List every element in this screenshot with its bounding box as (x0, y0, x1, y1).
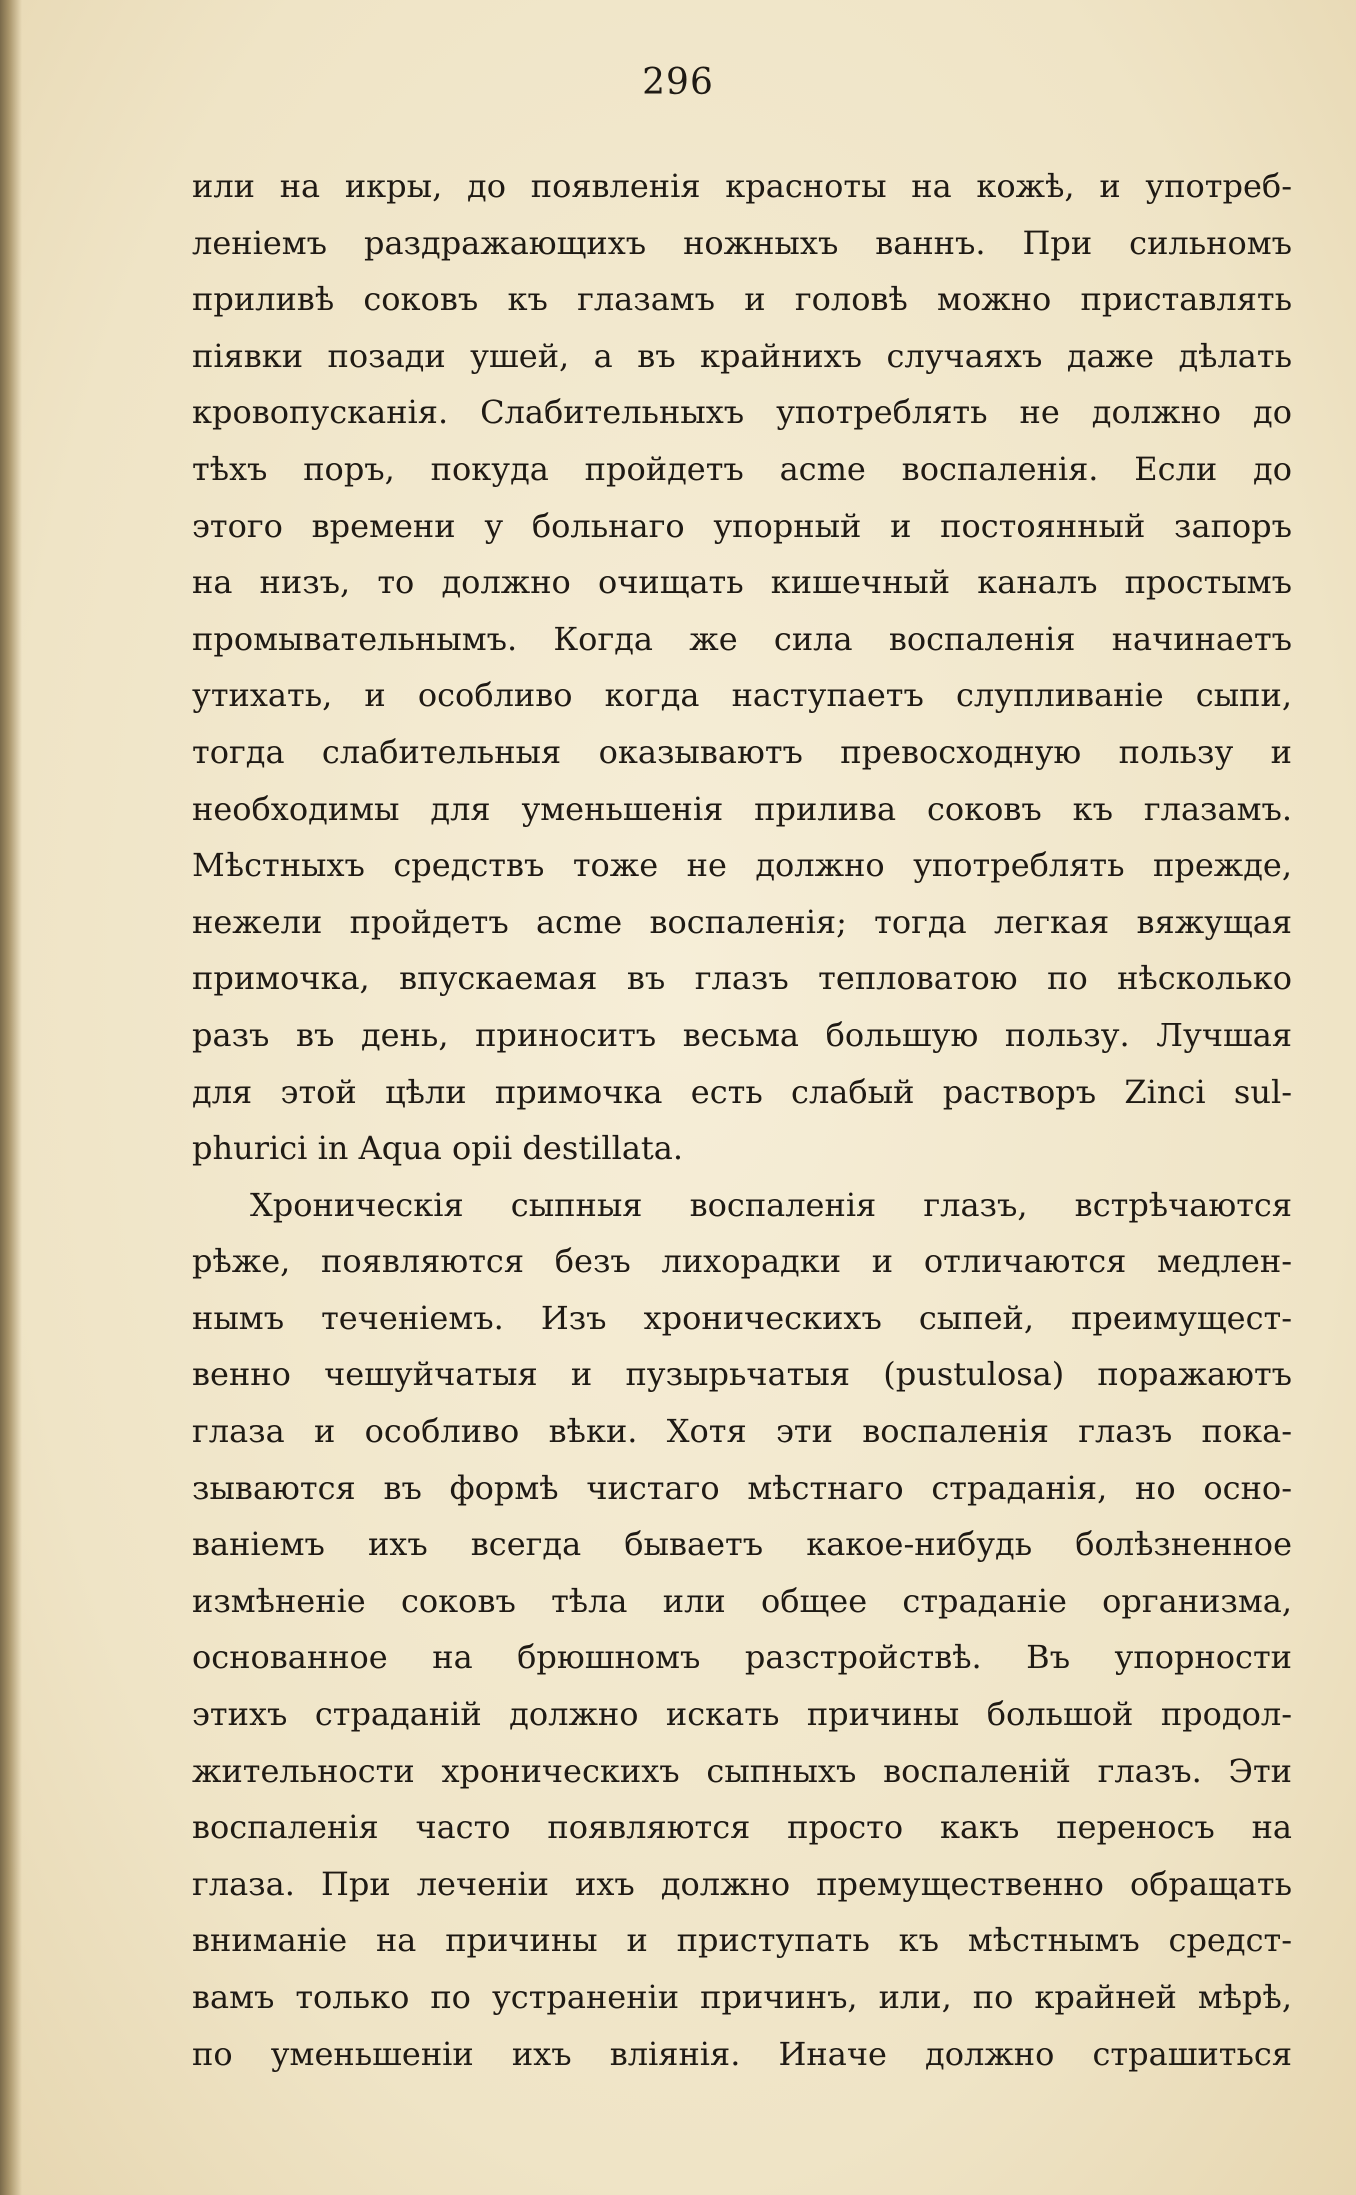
page-number: 296 (642, 62, 714, 103)
text-line: необходимы для уменьшенія прилива соковъ къ глазамъ. (192, 789, 1292, 828)
text-line: основанное на брюшномъ разстройствѣ. Въ упорности (192, 1638, 1292, 1677)
text-line: венно чешуйчатыя и пузырьчатыя (pustulosa) поражаютъ (192, 1355, 1292, 1394)
text-line: Хроническія сыпныя воспаленія глазъ, встрѣчаются (250, 1185, 1292, 1224)
page-gutter-shadow (0, 0, 22, 2195)
text-line: кровопусканія. Слабительныхъ употреблять не должно до (192, 393, 1292, 432)
text-line: вамъ только по устраненіи причинъ, или, по крайней мѣрѣ, (192, 1978, 1292, 2016)
text-line: на низъ, то должно очищать кишечный каналъ простымъ (192, 563, 1292, 602)
text-line: ваніемъ ихъ всегда бываетъ какое-нибудь болѣзненное (192, 1525, 1292, 1564)
text-line: рѣже, появляются безъ лихорадки и отличаются медлен- (192, 1242, 1292, 1281)
text-line: жительности хроническихъ сыпныхъ воспаленій глазъ. Эти (192, 1751, 1292, 1790)
text-line: леніемъ раздражающихъ ножныхъ ваннъ. При сильномъ (192, 223, 1292, 262)
text-line: глаза. При леченіи ихъ должно премущественно обращать (192, 1864, 1292, 1903)
text-line: или на икры, до появленія красноты на кожѣ, и употреб- (192, 167, 1292, 205)
text-line: нымъ теченіемъ. Изъ хроническихъ сыпей, преимущест- (192, 1298, 1292, 1337)
text-line: тогда слабительныя оказываютъ превосходную пользу и (192, 732, 1292, 771)
text-line: утихать, и особливо когда наступаетъ слупливаніе сыпи, (192, 676, 1292, 715)
text-line: тѣхъ поръ, покуда пройдетъ acme воспаленія. Если до (192, 449, 1292, 488)
text-line: измѣненіе соковъ тѣла или общее страданіе организма, (192, 1581, 1292, 1620)
text-line: этихъ страданій должно искать причины большой продол- (192, 1695, 1292, 1734)
text-line: для этой цѣли примочка есть слабый растворъ Zinci sul- (192, 1072, 1292, 1111)
text-line: phurici in Aqua opii destillata. (192, 1129, 684, 1168)
text-line: Мѣстныхъ средствъ тоже не должно употреблять прежде, (192, 846, 1292, 885)
body-text (192, 158, 1292, 2082)
text-line: нежели пройдетъ acme воспаленія; тогда легкая вяжущая (192, 902, 1292, 941)
text-line: по уменьшеніи ихъ вліянія. Иначе должно страшиться (192, 2034, 1292, 2073)
text-line: примочка, впускаемая въ глазъ тепловатою по нѣсколько (192, 959, 1292, 998)
text-line: вниманіе на причины и приступать къ мѣстнымъ средст- (192, 1921, 1292, 1960)
text-line: разъ въ день, приноситъ весьма большую пользу. Лучшая (192, 1015, 1292, 1054)
text-line: этого времени у больнаго упорный и постоянный запоръ (192, 506, 1292, 545)
text-line: приливѣ соковъ къ глазамъ и головѣ можно приставлять (192, 280, 1292, 319)
text-line: зываются въ формѣ чистаго мѣстнаго страданія, но осно- (192, 1468, 1292, 1507)
text-line: промывательнымъ. Когда же сила воспаленія начинаетъ (192, 619, 1292, 658)
text-line: піявки позади ушей, а въ крайнихъ случаяхъ даже дѣлать (192, 336, 1292, 375)
text-line: глаза и особливо вѣки. Хотя эти воспаленія глазъ пока- (192, 1412, 1292, 1451)
text-line: воспаленія часто появляются просто какъ переносъ на (192, 1808, 1292, 1847)
